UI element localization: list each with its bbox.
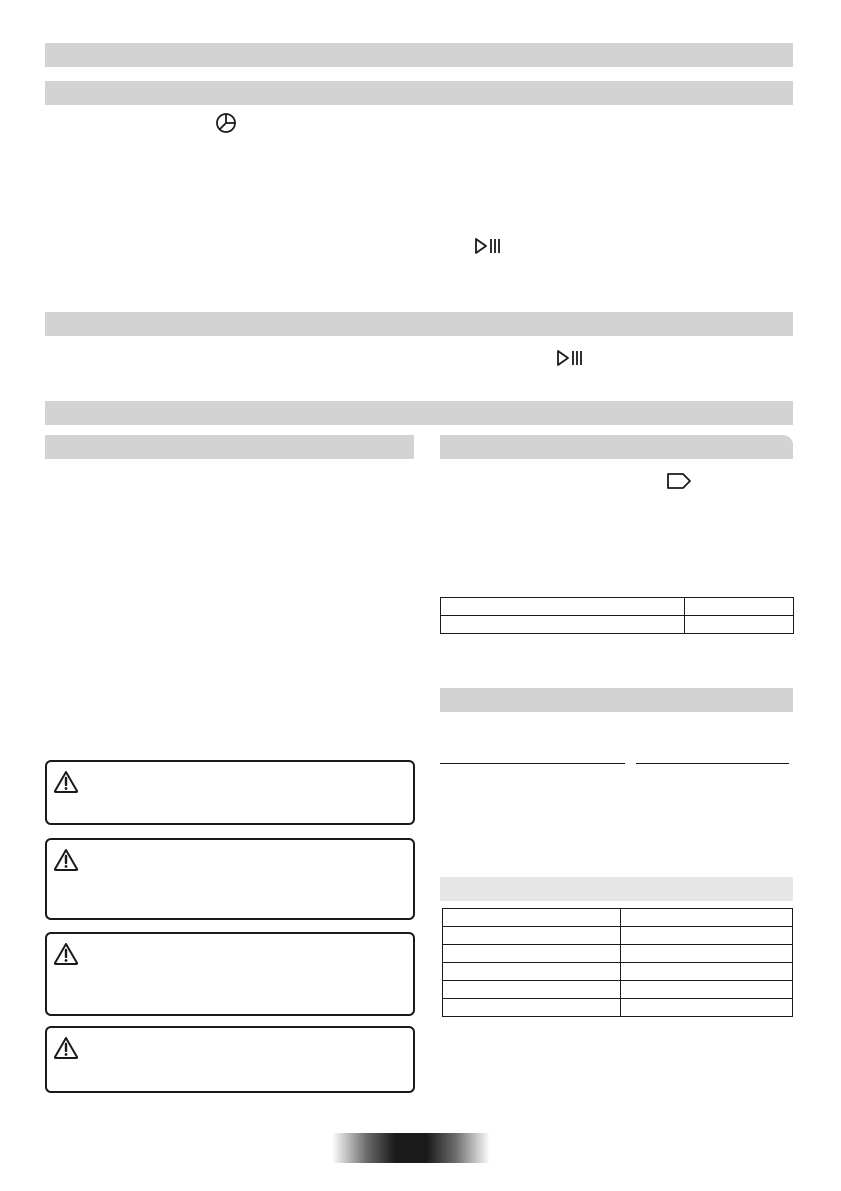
underline-right <box>636 763 789 764</box>
table-row <box>443 909 793 927</box>
table-cell <box>685 598 794 616</box>
table-row <box>441 598 794 616</box>
large-table <box>442 908 793 1017</box>
section-bar-2 <box>45 81 793 105</box>
table-cell <box>443 999 621 1017</box>
table-row <box>441 616 794 634</box>
section-bar-3 <box>45 312 793 336</box>
warning-box-1 <box>45 760 415 825</box>
warning-icon <box>53 942 79 971</box>
left-column-header <box>45 435 414 459</box>
table-cell <box>443 927 621 945</box>
table-cell <box>621 981 793 999</box>
table-cell <box>621 963 793 981</box>
warning-box-4 <box>45 1026 415 1093</box>
section-bar-1 <box>45 43 793 67</box>
warning-icon <box>53 1036 79 1065</box>
table-cell <box>441 616 685 634</box>
table-cell <box>685 616 794 634</box>
underline-left <box>440 763 625 764</box>
warning-icon <box>53 848 79 877</box>
table-cell <box>621 909 793 927</box>
timer-icon <box>214 111 238 135</box>
table-row <box>443 927 793 945</box>
right-column-header <box>440 435 793 459</box>
tag-icon <box>666 472 692 490</box>
section-bar-4 <box>45 401 793 425</box>
table-row <box>443 963 793 981</box>
table-cell <box>441 598 685 616</box>
start-pause-icon <box>556 348 586 368</box>
warning-icon <box>53 770 79 799</box>
table-caption-bar <box>440 877 793 901</box>
table-cell <box>621 945 793 963</box>
small-table <box>440 597 794 634</box>
table-cell <box>443 909 621 927</box>
right-section-bar <box>440 688 793 712</box>
table-cell <box>621 999 793 1017</box>
table-cell <box>443 963 621 981</box>
table-cell <box>443 981 621 999</box>
page-number-tab <box>332 1133 490 1163</box>
table-row <box>443 945 793 963</box>
start-pause-icon <box>474 236 504 256</box>
table-row <box>443 981 793 999</box>
table-cell <box>621 927 793 945</box>
warning-box-3 <box>45 932 415 1016</box>
table-row <box>443 999 793 1017</box>
warning-box-2 <box>45 838 415 920</box>
table-cell <box>443 945 621 963</box>
